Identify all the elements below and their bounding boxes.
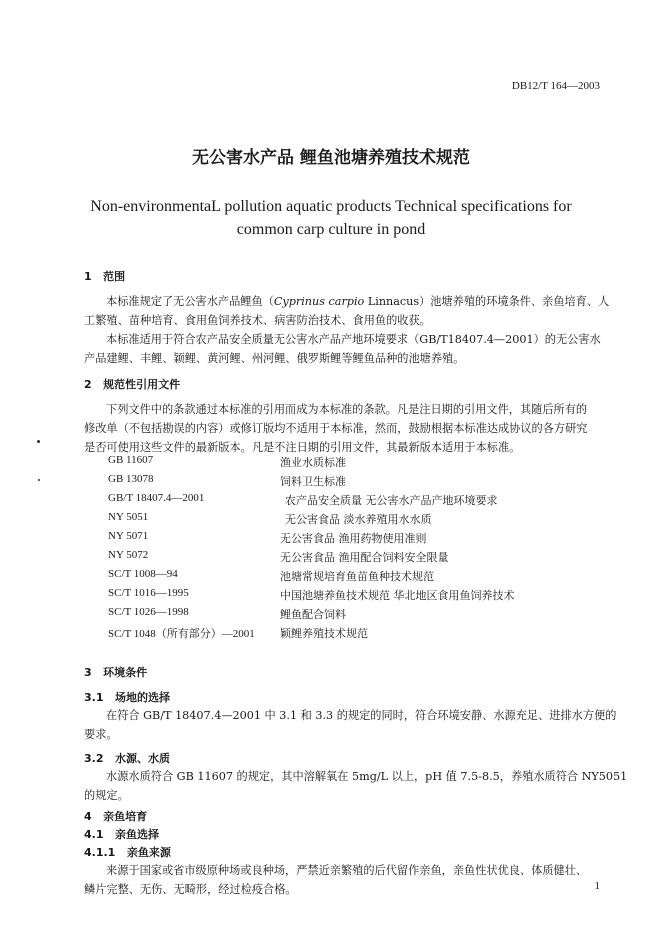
- subsection-4-1-1-line1: 来源于国家或省市级原种场或良种场，严禁近亲繁殖的后代留作亲鱼，亲鱼性状优良、体质健壮、: [106, 864, 588, 877]
- page-number: 1: [594, 880, 600, 892]
- section-title: 亲鱼培育: [103, 810, 148, 823]
- reference-code: GB 13078: [108, 473, 154, 485]
- subsection-3-1-heading: [84, 689, 170, 705]
- subsection-3-1-line1: 在符合 GB/T 18407.4—2001 中 3.1 和 3.3 的规定的同时，符合环境安静、水源充足、进排水方便的: [106, 709, 617, 722]
- standard-code: DB12/T 164—2003: [511, 80, 600, 92]
- section-2-para-line1: 下列文件中的条款通过本标准的引用而成为本标准的条款。凡是注日期的引用文件，其随后所有的: [106, 403, 588, 416]
- section-3-heading: [84, 664, 147, 680]
- scan-speck: [38, 479, 40, 481]
- latin-name: Cyprinus carpio: [273, 295, 365, 308]
- section-number: 3: [84, 666, 92, 679]
- subsection-number: 4.1: [84, 828, 104, 841]
- subsection-title: 亲鱼选择: [115, 828, 159, 841]
- subsection-4-1-heading: [84, 826, 159, 842]
- document-title-en-line1: Non-environmentaL pollution aquatic products Technical specifications for: [90, 198, 572, 215]
- section-1-para2-line1: 本标准适用于符合农产品安全质量无公害水产品产地环境要求（GB/T18407.4—2001）的无公害水: [106, 333, 601, 346]
- reference-title: 颖鲤养殖技术规范: [280, 627, 368, 640]
- subsection-title: 场地的选择: [115, 691, 170, 704]
- subsection-4-1-1-line2: 鳞片完整、无伤、无畸形，经过检疫合格。: [84, 883, 297, 896]
- reference-code: NY 5051: [108, 511, 149, 523]
- subsection-number: 3.1: [84, 691, 104, 704]
- section-4-heading: [84, 808, 147, 824]
- reference-title: 池塘常规培育鱼苗鱼种技术规范: [280, 570, 434, 583]
- reference-title: 农产品安全质量 无公害水产品产地环境要求: [285, 494, 498, 507]
- section-title: 范围: [103, 270, 126, 283]
- subsection-3-1-line2: 要求。: [84, 728, 118, 741]
- section-1-para1-line2: 工繁殖、苗种培育、食用鱼饲养技术、病害防治技术、食用鱼的收获。: [84, 314, 431, 327]
- reference-code: SC/T 1048（所有部分）—2001: [108, 628, 255, 640]
- reference-code: GB 11607: [108, 454, 154, 466]
- reference-code: SC/T 1008—94: [108, 568, 178, 580]
- reference-title: 渔业水质标准: [280, 456, 346, 469]
- section-2-para-line2: 修改单（不包括勘误的内容）或修订版均不适用于本标准，然而，鼓励根据本标准达成协议的各方研究: [84, 422, 588, 435]
- section-number: 1: [84, 270, 92, 283]
- section-1-heading: [84, 268, 125, 284]
- reference-code: NY 5071: [108, 530, 149, 542]
- reference-code: SC/T 1026—1998: [108, 606, 189, 618]
- section-2-heading: [84, 376, 180, 392]
- section-1-para2-line2: 产品建鲤、丰鲤、颖鲤、黄河鲤、州河鲤、俄罗斯鲤等鲤鱼品种的池塘养殖。: [84, 352, 465, 365]
- reference-title: 无公害食品 淡水养殖用水水质: [285, 513, 432, 526]
- subsection-number: 3.2: [84, 752, 104, 765]
- subsection-title: 亲鱼来源: [126, 846, 171, 859]
- reference-title: 无公害食品 渔用配合饲料安全限量: [280, 551, 449, 564]
- scan-speck: [37, 440, 40, 443]
- text-segment: Linnacus）池塘养殖的环境条件、亲鱼培育、人: [364, 295, 610, 308]
- text-segment: 本标准规定了无公害水产品鲤鱼（: [106, 295, 274, 308]
- section-2-para-line3: 是否可使用这些文件的最新版本。凡是不注日期的引用文件，其最新版本适用于本标准。: [84, 441, 521, 454]
- subsection-4-1-1-heading: [84, 844, 171, 860]
- document-title-cn: 无公害水产品 鲤鱼池塘养殖技术规范: [192, 148, 470, 168]
- subsection-title: 水源、水质: [115, 752, 170, 765]
- reference-title: 饲料卫生标准: [280, 475, 346, 488]
- reference-code: NY 5072: [108, 549, 149, 561]
- document-title-en-line2: common carp culture in pond: [236, 221, 426, 238]
- reference-title: 鲤鱼配合饲料: [280, 608, 346, 621]
- subsection-3-2-heading: [84, 750, 170, 766]
- section-number: 4: [84, 810, 92, 823]
- section-title: 规范性引用文件: [103, 378, 181, 391]
- reference-title: 无公害食品 渔用药物使用准则: [280, 532, 427, 545]
- reference-code: GB/T 18407.4—2001: [108, 492, 205, 504]
- reference-title: 中国池塘养鱼技术规范 华北地区食用鱼饲养技术: [280, 589, 515, 602]
- section-1-para1-line1: [106, 293, 609, 309]
- section-number: 2: [84, 378, 92, 391]
- subsection-number: 4.1.1: [84, 846, 116, 859]
- subsection-3-2-line1: 水源水质符合 GB 11607 的规定，其中溶解氧在 5mg/L 以上，pH 值 7.5-8.5，养殖水质符合 NY5051: [106, 770, 628, 783]
- subsection-3-2-line2: 的规定。: [84, 789, 129, 802]
- reference-code: SC/T 1016—1995: [108, 587, 189, 599]
- section-title: 环境条件: [103, 666, 148, 679]
